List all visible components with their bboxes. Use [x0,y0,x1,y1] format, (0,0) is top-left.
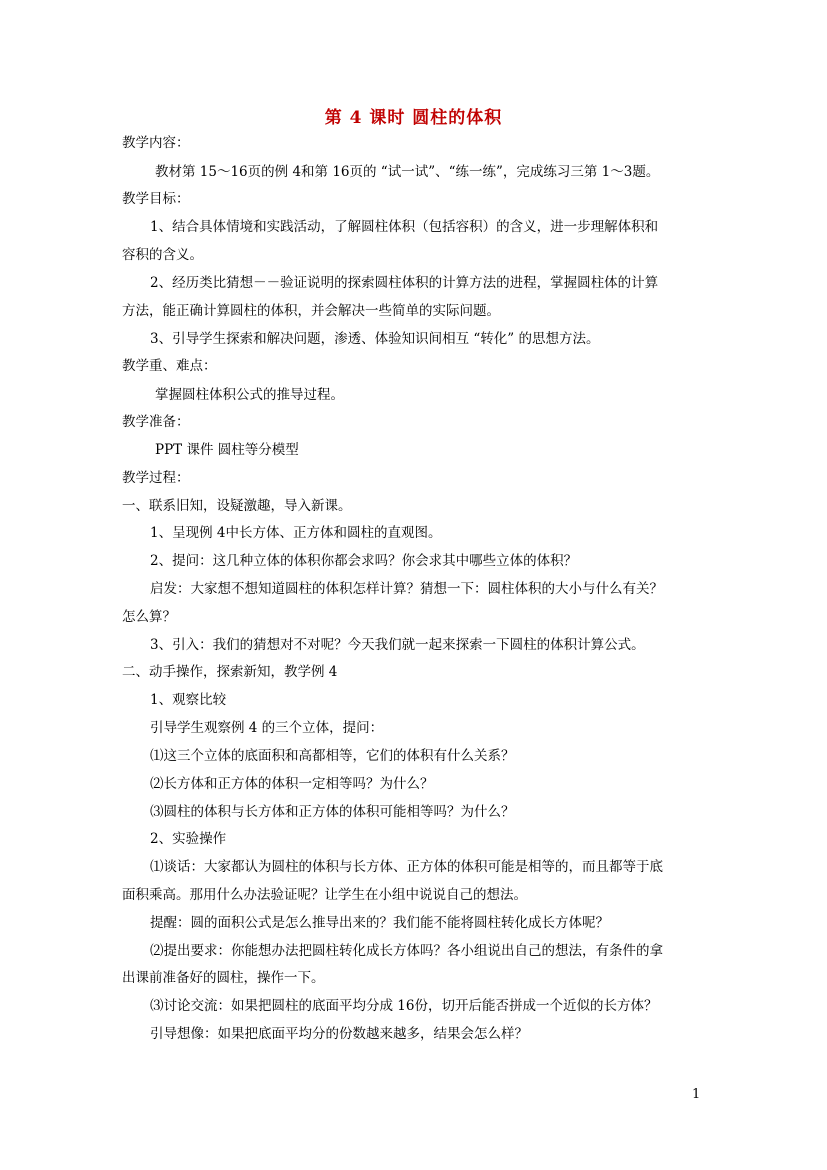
text-line: PPT 课件 圆柱等分模型 [155,442,299,458]
text-line: 2、实验操作 [150,831,227,847]
text-line: 出课前准备好的圆柱，操作一下。 [122,970,325,986]
text-line: 教学内容： [122,135,190,151]
text-line: 2、经历类比猜想－－验证说明的探索圆柱体积的计算方法的进程，掌握圆柱体的计算 [150,275,659,291]
text-line: 引导学生观察例 4 的三个立体，提问： [150,720,384,736]
text-line: 1、呈现例 4中长方体、正方体和圆柱的直观图。 [150,525,442,541]
text-line: 3、引入：我们的猜想对不对呢？今天我们就一起来探索一下圆柱的体积计算公式。 [150,637,645,653]
text-line: ⑶讨论交流：如果把圆柱的底面平均分成 16份，切开后能否拼成一个近似的长方体？ [150,998,658,1014]
text-line: 引导想像：如果把底面平均分的份数越来越多，结果会怎么样？ [150,1026,528,1042]
text-line: ⑵提出要求：你能想办法把圆柱转化成长方体吗？各小组说出自己的想法，有条件的拿 [150,943,663,959]
text-line: 教学目标： [122,191,190,207]
text-line: ⑴谈话：大家都认为圆柱的体积与长方体、正方体的体积可能是相等的，而且都等于底 [150,859,663,875]
text-line: ⑵长方体和正方体的体积一定相等吗？为什么？ [150,776,434,792]
text-line: 启发：大家想不想知道圆柱的体积怎样计算？猜想一下：圆柱体积的大小与什么有关？ [150,581,663,597]
text-line: 1、观察比较 [150,692,227,708]
text-line: 面积乘高。那用什么办法验证呢？让学生在小组中说说自己的想法。 [122,887,527,903]
section-heading: 一、联系旧知，设疑激趣，导入新课。 [122,498,352,514]
text-line: 怎么算？ [122,609,176,625]
page-number: 1 [692,1087,701,1102]
text-line: 掌握圆柱体积公式的推导过程。 [155,387,344,403]
lesson-title: 第 4 课时 圆柱的体积 [324,108,503,128]
text-line: ⑴这三个立体的底面积和高都相等，它们的体积有什么关系？ [150,748,515,764]
text-line: 教材第 15～16页的例 4和第 16页的 “试一试”、“练一练”，完成练习三第 1～3题。 [155,164,660,180]
text-line: 2、提问：这几种立体的体积你都会求吗？你会求其中哪些立体的体积？ [150,553,578,569]
text-line: 容积的含义。 [122,247,203,263]
text-line: 教学重、难点： [122,358,217,374]
section-heading: 二、动手操作，探索新知，教学例 4 [122,664,338,680]
text-line: 3、引导学生探索和解决问题，渗透、体验知识间相互 “转化” 的思想方法。 [150,331,600,347]
text-line: 1、结合具体情境和实践活动，了解圆柱体积（包括容积）的含义，进一步理解体积和 [150,219,659,235]
text-line: 教学准备： [122,414,190,430]
text-line: ⑶圆柱的体积与长方体和正方体的体积可能相等吗？为什么？ [150,804,515,820]
text-line: 方法，能正确计算圆柱的体积，并会解决一些简单的实际问题。 [122,303,500,319]
text-line: 教学过程： [122,470,190,486]
text-line: 提醒：圆的面积公式是怎么推导出来的？我们能不能将圆柱转化成长方体呢？ [150,915,609,931]
